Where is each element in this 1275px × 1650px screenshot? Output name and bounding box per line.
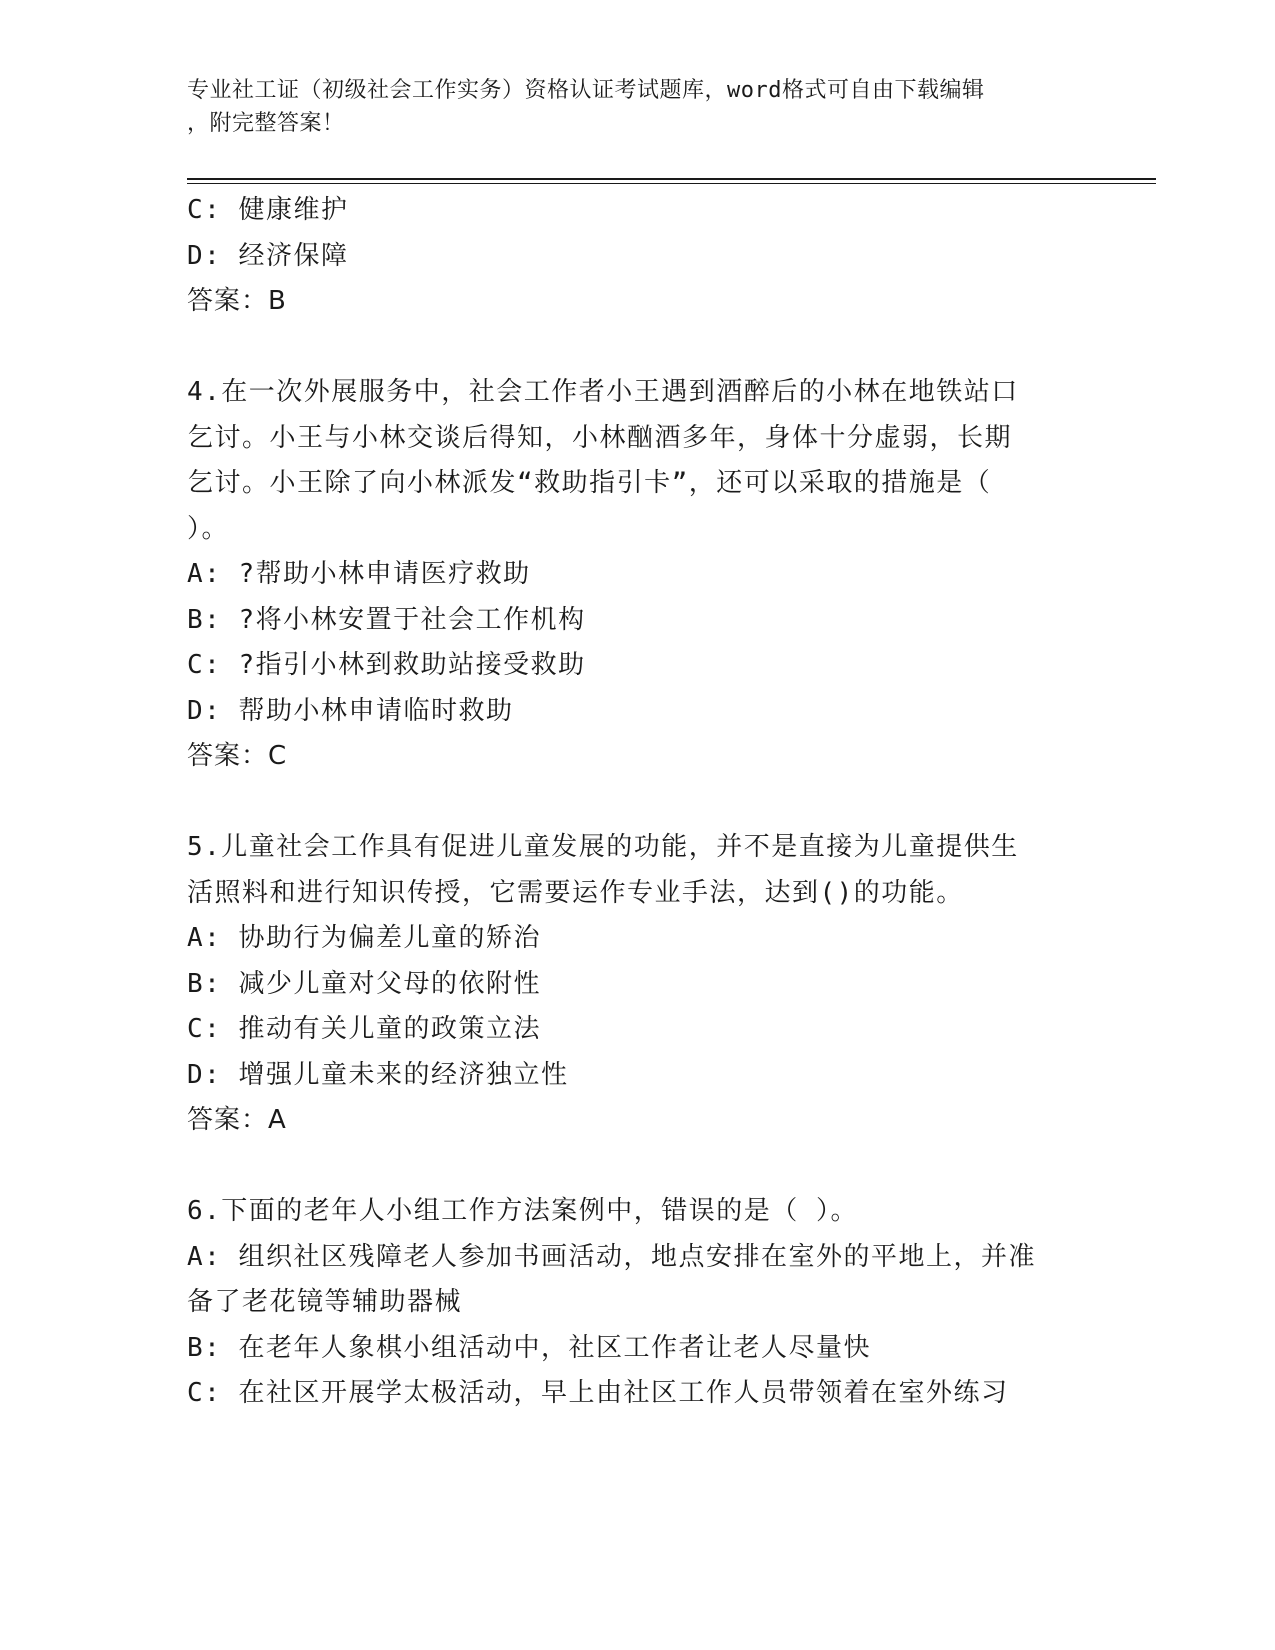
q5-option-a: A: 协助行为偏差儿童的矫治 [187, 923, 541, 953]
q5-option-b: B: 减少儿童对父母的依附性 [187, 968, 541, 999]
header-divider-thin [187, 183, 1156, 184]
q4-stem-line: 乞讨。小王与小林交谈后得知，小林酗酒多年，身体十分虚弱，长期 [187, 422, 1013, 453]
q3-answer: 答案：B [187, 286, 287, 316]
q4-answer: 答案：C [187, 741, 288, 771]
q6-option-b: B: 在老年人象棋小组活动中，社区工作者让老人尽量快 [187, 1332, 871, 1363]
question-content [187, 188, 1087, 1417]
spacer [187, 780, 1087, 826]
header-divider-thick [187, 178, 1156, 180]
page-header [187, 74, 1087, 140]
header-line-1: 专业社工证（初级社会工作实务）资格认证考试题库，word格式可自由下载编辑 [187, 78, 985, 103]
question-3-tail [187, 188, 1087, 325]
q6-stem-line: 6.下面的老年人小组工作方法案例中，错误的是（ ）。 [187, 1196, 858, 1226]
q4-option-d: D: 帮助小林申请临时救助 [187, 695, 514, 726]
q3-option-d: D: 经济保障 [187, 240, 349, 271]
spacer [187, 1144, 1087, 1190]
header-line-2: ，附完整答案！ [187, 111, 345, 136]
q3-option-c: C: 健康维护 [187, 195, 349, 225]
q4-option-a: A: ?帮助小林申请医疗救助 [187, 559, 531, 589]
q4-option-b: B: ?将小林安置于社会工作机构 [187, 604, 586, 635]
question-6 [187, 1189, 1087, 1417]
question-4 [187, 370, 1087, 780]
q5-answer: 答案：A [187, 1105, 287, 1135]
q4-stem-line: ）。 [187, 513, 230, 544]
q6-option-a-line: A: 组织社区残障老人参加书画活动，地点安排在室外的平地上，并准 [187, 1241, 1036, 1272]
spacer [187, 325, 1087, 371]
q4-stem-line: 乞讨。小王除了向小林派发“救助指引卡”，还可以采取的措施是（ [187, 468, 992, 498]
q5-stem-line: 活照料和进行知识传授，它需要运作专业手法，达到()的功能。 [187, 877, 964, 908]
q6-option-a-line: 备了老花镜等辅助器械 [187, 1287, 463, 1317]
q4-stem-line: 4.在一次外展服务中，社会工作者小王遇到酒醉后的小林在地铁站口 [187, 377, 1019, 407]
q5-stem-line: 5.儿童社会工作具有促进儿童发展的功能，并不是直接为儿童提供生 [187, 832, 1019, 862]
question-5 [187, 825, 1087, 1144]
q5-option-c: C: 推动有关儿童的政策立法 [187, 1014, 541, 1044]
q6-option-c: C: 在社区开展学太极活动，早上由社区工作人员带领着在室外练习 [187, 1378, 1009, 1408]
q4-option-c: C: ?指引小林到救助站接受救助 [187, 650, 586, 680]
q5-option-d: D: 增强儿童未来的经济独立性 [187, 1059, 569, 1090]
